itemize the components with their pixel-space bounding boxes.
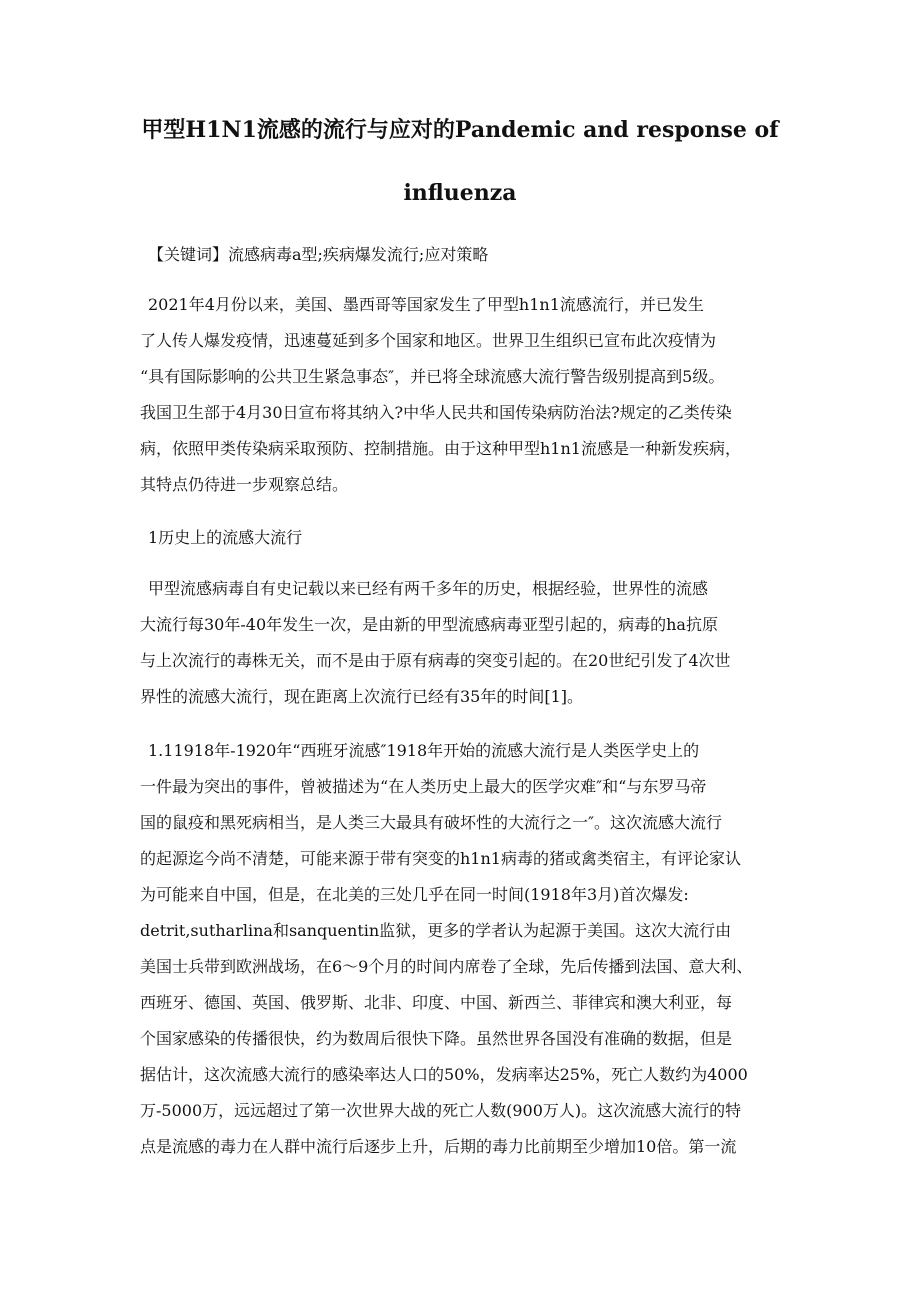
paragraph-3-line-10: 据估计，这次流感大流行的感染率达人口的50%，发病率达25%，死亡人数约为4000: [140, 1065, 748, 1084]
paragraph-1-line-1: 2021年4月份以来，美国、墨西哥等国家发生了甲型h1n1流感流行，并已发生: [148, 295, 704, 314]
paragraph-3-line-7: 美国士兵带到欧洲战场，在6～9个月的时间内席卷了全球，先后传播到法国、意大利、: [140, 957, 753, 976]
paragraph-1-line-3: “具有国际影响的公共卫生紧急事态″，并已将全球流感大流行警告级别提高到5级。: [140, 367, 725, 386]
paragraph-3-line-2: 一件最为突出的事件，曾被描述为“在人类历史上最大的医学灾难″和“与东罗马帝: [140, 777, 707, 796]
paragraph-2-line-3: 与上次流行的毒株无关，而不是由于原有病毒的突变引起的。在20世纪引发了4次世: [140, 651, 731, 670]
paragraph-2-line-2: 大流行每30年-40年发生一次，是由新的甲型流感病毒亚型引起的，病毒的ha抗原: [140, 615, 718, 634]
paragraph-3-line-1: 1.11918年-1920年“西班牙流感″1918年开始的流感大流行是人类医学史上的: [148, 741, 700, 760]
paragraph-2-line-1: 甲型流感病毒自有史记载以来已经有两千多年的历史，根据经验，世界性的流感: [148, 579, 709, 598]
paragraph-3-line-6: detrit,sutharlina和sanquentin监狱，更多的学者认为起源于美国。这次大流行由: [140, 921, 732, 940]
paragraph-3-line-5: 为可能来自中国，但是，在北美的三处几乎在同一时间(1918年3月)首次爆发:: [140, 885, 689, 904]
paragraph-1-line-2: 了人传人爆发疫情，迅速蔓延到多个国家和地区。世界卫生组织已宣布此次疫情为: [140, 331, 717, 350]
paragraph-3-line-11: 万-5000万，远远超过了第一次世界大战的死亡人数(900万人)。这次流感大流行的特: [140, 1101, 742, 1120]
paragraph-1-line-5: 病，依照甲类传染病采取预防、控制措施。由于这种甲型h1n1流感是一种新发疾病，: [140, 439, 741, 458]
keywords-line: 【关键词】流感病毒a型;疾病爆发流行;应对策略: [148, 245, 489, 264]
paragraph-2-line-4: 界性的流感大流行，现在距离上次流行已经有35年的时间[1]。: [140, 687, 584, 706]
paragraph-1-line-6: 其特点仍待进一步观察总结。: [140, 475, 349, 494]
section-heading-1: 1历史上的流感大流行: [148, 528, 303, 547]
paragraph-3-line-9: 个国家感染的传播很快，约为数周后很快下降。虽然世界各国没有准确的数据，但是: [140, 1029, 733, 1048]
paragraph-3-line-12: 点是流感的毒力在人群中流行后逐步上升，后期的毒力比前期至少增加10倍。第一流: [140, 1137, 737, 1156]
paragraph-3-line-8: 西班牙、德国、英国、俄罗斯、北非、印度、中国、新西兰、菲律宾和澳大利亚，每: [140, 993, 733, 1012]
paragraph-3-line-4: 的起源迄今尚不清楚，可能来源于带有突变的h1n1病毒的猪或禽类宿主，有评论家认: [140, 849, 741, 868]
paragraph-1-line-4: 我国卫生部于4月30日宣布将其纳入?中华人民共和国传染病防治法?规定的乙类传染: [140, 403, 732, 422]
paragraph-3-line-3: 国的鼠疫和黑死病相当，是人类三大最具有破坏性的大流行之一″。这次流感大流行: [140, 813, 722, 832]
document-title-line-2: influenza: [403, 180, 517, 206]
document-title-line-1: 甲型H1N1流感的流行与应对的Pandemic and response of: [141, 117, 779, 143]
